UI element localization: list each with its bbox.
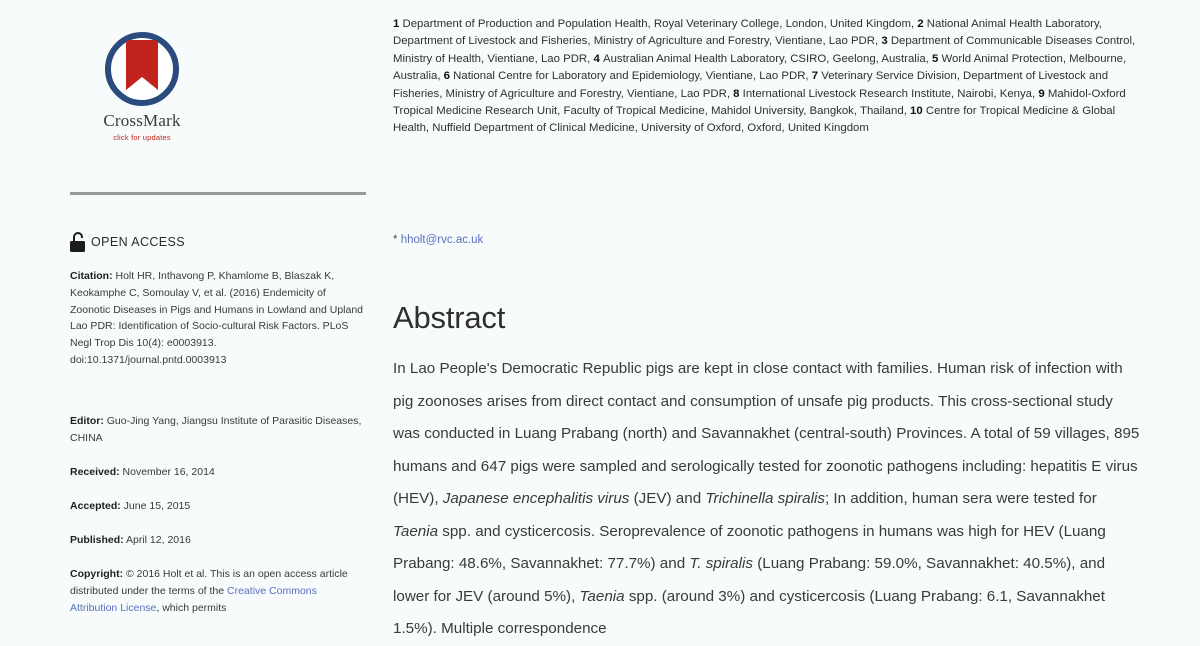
published-label: Published: bbox=[70, 534, 124, 546]
article-sidebar bbox=[68, 0, 368, 628]
editor-block bbox=[70, 413, 366, 447]
copyright-label: Copyright: bbox=[70, 568, 124, 580]
abstract-italic-term: Taenia bbox=[579, 587, 625, 605]
affiliation-text: International Livestock Research Institute, Nairobi, Kenya, bbox=[742, 87, 1039, 100]
editor-text: Guo-Jing Yang, Jiangsu Institute of Parasitic Diseases, CHINA bbox=[70, 415, 362, 444]
affiliation-text: Australian Animal Health Laboratory, CSIRO, Geelong, Australia, bbox=[603, 52, 933, 65]
copyright-block bbox=[70, 566, 366, 616]
affiliation-text: Department of Communicable Diseases Control, Ministry of Health, Vientiane, Lao PDR, bbox=[393, 35, 1136, 65]
abstract-text: In Lao People's Democratic Republic pigs are kept in close contact with families. Human risk of infection with pig zoonoses arises from direct contact and consumption of unsafe pig products. This cross-sectional study was conducted in Luang Prabang (north) and Savannakhet (central-south) Provinces. A total of 59 villages, 895 humans and 647 pigs were sampled and serologically tested for zoonotic pathogens including: hepatitis E virus (HEV), bbox=[393, 360, 1140, 507]
affiliation-text: Veterinary Service Division, Department of Livestock and Fisheries, Ministry of Agriculture and Forestry, Vientiane, Lao PDR, bbox=[393, 70, 1109, 100]
abstract-heading: Abstract bbox=[393, 300, 506, 335]
affiliation-number: 5 bbox=[932, 52, 942, 65]
corresponding-author-line bbox=[393, 234, 483, 246]
abstract-text: (JEV) and bbox=[629, 490, 706, 507]
abstract-body bbox=[393, 353, 1141, 646]
open-lock-icon bbox=[70, 232, 86, 252]
abstract-text: spp. (around 3%) and cysticercosis (Luang Prabang: 6.1, Savannakhet 1.5%). Multiple correspondence bbox=[393, 587, 1105, 637]
received-block bbox=[70, 464, 366, 481]
abstract-text: (Luang Prabang: 59.0%, Savannakhet: 40.5%), and lower for JEV (around 5%), bbox=[393, 555, 1106, 605]
citation-text: Holt HR, Inthavong P, Khamlome B, Blaszak K, Keokamphe C, Somoulay V, et al. (2016) Endemicity of Zoonotic Diseases in Pigs and Humans in Lowland and Upland Lao PDR: Identification of Socio-cultural Risk Factors. PLoS Negl Trop Dis 10(4): e0003913. doi:10.1371/journal.pntd.0003913 bbox=[70, 270, 364, 366]
accepted-date: June 15, 2015 bbox=[120, 500, 191, 512]
crossmark-updates-label: click for updates bbox=[113, 133, 171, 142]
abstract-text: ; In addition, human sera were tested for bbox=[824, 490, 1097, 507]
citation-label: Citation: bbox=[70, 270, 113, 282]
affiliation-text: Mahidol-Oxford Tropical Medicine Research Unit, Faculty of Tropical Medicine, Mahidol University, Bangkok, Thailand, bbox=[393, 87, 1126, 118]
affiliation-number: 4 bbox=[593, 52, 603, 65]
citation-block bbox=[70, 268, 366, 369]
accepted-label: Accepted: bbox=[70, 500, 121, 512]
accepted-block bbox=[70, 498, 366, 515]
affiliation-number: 7 bbox=[811, 70, 822, 83]
copyright-text-after: , which permits bbox=[156, 601, 227, 614]
affiliation-text: National Animal Health Laboratory, Department of Livestock and Fisheries, Ministry of Agriculture and Forestry, Vientiane, Lao PDR, bbox=[393, 18, 1102, 48]
copyright-text-before: © 2016 Holt et al. This is an open access article distributed under the terms of the bbox=[70, 568, 348, 597]
crossmark-wordmark: CrossMark bbox=[103, 111, 181, 130]
corresponding-email-link[interactable]: hholt@rvc.ac.uk bbox=[400, 234, 484, 246]
abstract-italic-term: Trichinella spiralis bbox=[705, 490, 825, 507]
affiliation-text: Department of Production and Population Health, Royal Veterinary College, London, United Kingdom, bbox=[402, 18, 918, 30]
abstract-italic-term: T. spiralis bbox=[689, 555, 753, 572]
affiliation-number: 9 bbox=[1038, 87, 1048, 100]
abstract-italic-term: Japanese encephalitis virus bbox=[442, 490, 630, 507]
affiliation-number: 10 bbox=[910, 105, 926, 118]
affiliation-number: 2 bbox=[917, 18, 927, 30]
published-block bbox=[70, 532, 366, 549]
received-date: November 16, 2014 bbox=[119, 466, 215, 478]
corresponding-marker: * bbox=[393, 234, 398, 246]
sidebar-divider bbox=[70, 192, 366, 195]
affiliation-number: 6 bbox=[443, 70, 454, 83]
affiliation-number: 1 bbox=[393, 18, 403, 30]
abstract-italic-term: Taenia bbox=[393, 522, 439, 540]
crossmark-logo-icon bbox=[105, 32, 179, 106]
affiliations-list bbox=[393, 16, 1141, 138]
affiliation-text: Centre for Tropical Medicine & Global Health, Nuffield Department of Clinical Medicine, University of Oxford, Oxford, United Kingdom bbox=[393, 105, 1116, 135]
open-access-label: OPEN ACCESS bbox=[91, 235, 186, 249]
crossmark-badge[interactable] bbox=[76, 32, 208, 142]
article-main-column bbox=[393, 0, 1145, 637]
published-date: April 12, 2016 bbox=[123, 534, 191, 546]
received-label: Received: bbox=[70, 466, 120, 478]
affiliation-number: 8 bbox=[733, 87, 743, 100]
creative-commons-license-link[interactable]: Creative Commons Attribution License bbox=[70, 584, 317, 614]
affiliation-text: National Centre for Laboratory and Epidemiology, Vientiane, Lao PDR, bbox=[453, 70, 812, 83]
open-access-badge bbox=[70, 232, 185, 252]
affiliation-number: 3 bbox=[881, 35, 891, 48]
editor-label: Editor: bbox=[70, 415, 104, 427]
abstract-text: spp. and cysticercosis. Seroprevalence of zoonotic pathogens in humans was high for HEV (Luang Prabang: 48.6%, Savannakhet: 77.7%) and bbox=[393, 522, 1106, 572]
affiliation-text: World Animal Protection, Melbourne, Australia, bbox=[393, 52, 1127, 83]
